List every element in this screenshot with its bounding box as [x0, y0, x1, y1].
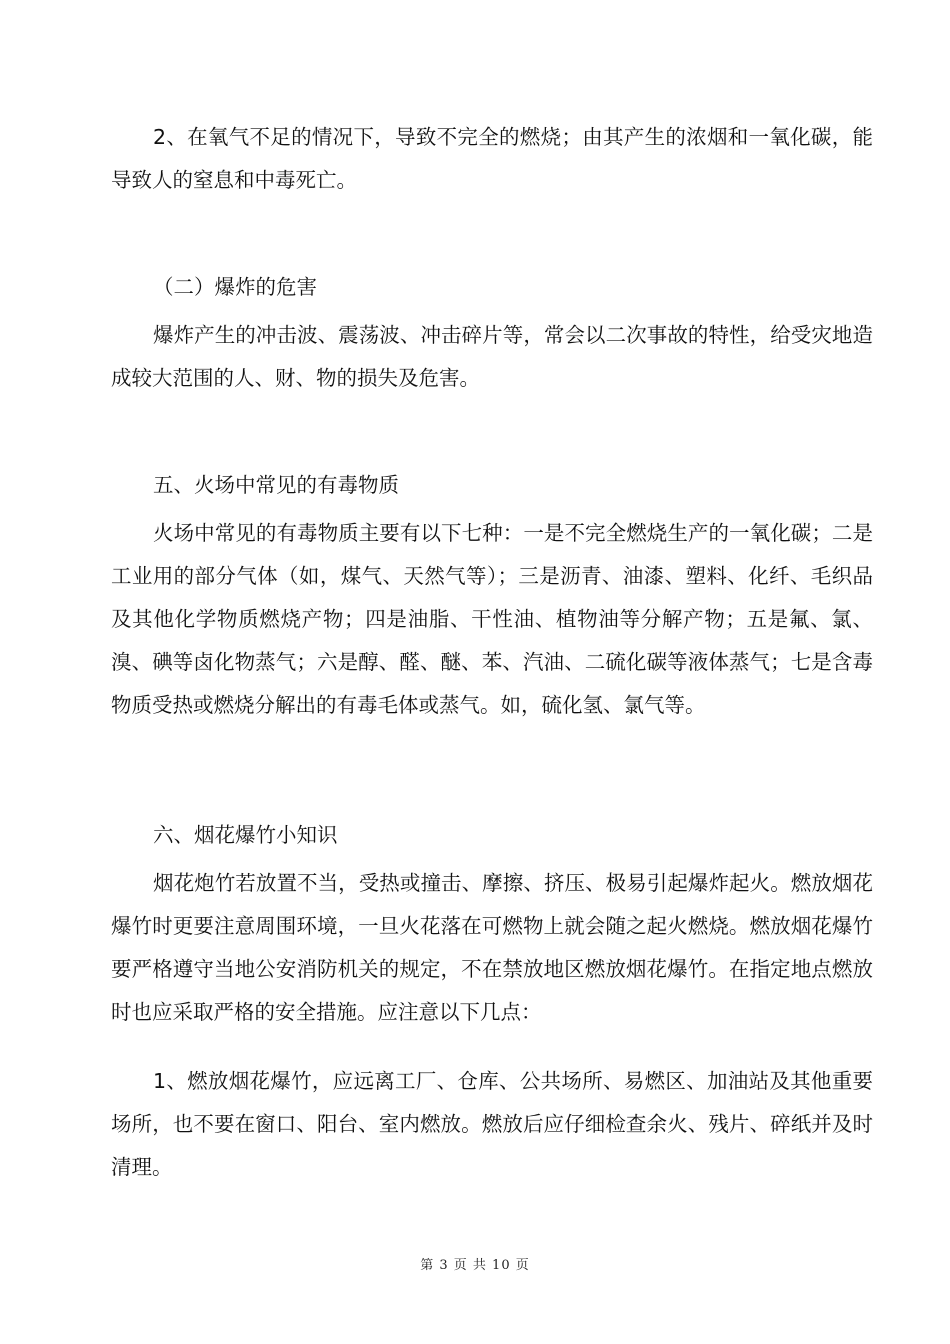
paragraph-fireworks-rule-1: 1、燃放烟花爆竹，应远离工厂、仓库、公共场所、易燃区、加油站及其他重要场所，也不要在窗口、阳台、室内燃放。燃放后应仔细检查余火、残片、碎纸并及时清理。: [111, 1069, 873, 1179]
heading-toxic-substances: 五、火场中常见的有毒物质: [153, 473, 399, 497]
paragraph-incomplete-combustion: 2、在氧气不足的情况下，导致不完全的燃烧；由其产生的浓烟和一氧化碳，能导致人的窒息和中毒死亡。: [111, 125, 873, 192]
heading-explosion-hazards: （二）爆炸的危害: [153, 275, 317, 299]
paragraph-explosion-hazards: 爆炸产生的冲击波、震荡波、冲击碎片等，常会以二次事故的特性，给受灾地造成较大范围的人、财、物的损失及危害。: [111, 323, 873, 390]
paragraph-toxic-substances: 火场中常见的有毒物质主要有以下七种：一是不完全燃烧生产的一氧化碳；二是工业用的部分气体（如，煤气、天然气等）；三是沥青、油漆、塑料、化纤、毛织品及其他化学物质燃烧产物；四是油脂、干性油、植物油等分解产物；五是氟、氯、溴、碘等卤化物蒸气；六是醇、醛、醚、苯、汽油、二硫化碳等液体蒸气；七是含毒物质受热或燃烧分解出的有毒毛体或蒸气。如，硫化氢、氯气等。: [111, 521, 873, 717]
page-number-footer: 第 3 页 共 10 页: [420, 1258, 530, 1273]
heading-fireworks-knowledge: 六、烟花爆竹小知识: [153, 823, 338, 847]
paragraph-fireworks-knowledge: 烟花炮竹若放置不当，受热或撞击、摩擦、挤压、极易引起爆炸起火。燃放烟花爆竹时更要注意周围环境，一旦火花落在可燃物上就会随之起火燃烧。燃放烟花爆竹要严格遵守当地公安消防机关的规定，不在禁放地区燃放烟花爆竹。在指定地点燃放时也应采取严格的安全措施。应注意以下几点：: [111, 871, 873, 1024]
